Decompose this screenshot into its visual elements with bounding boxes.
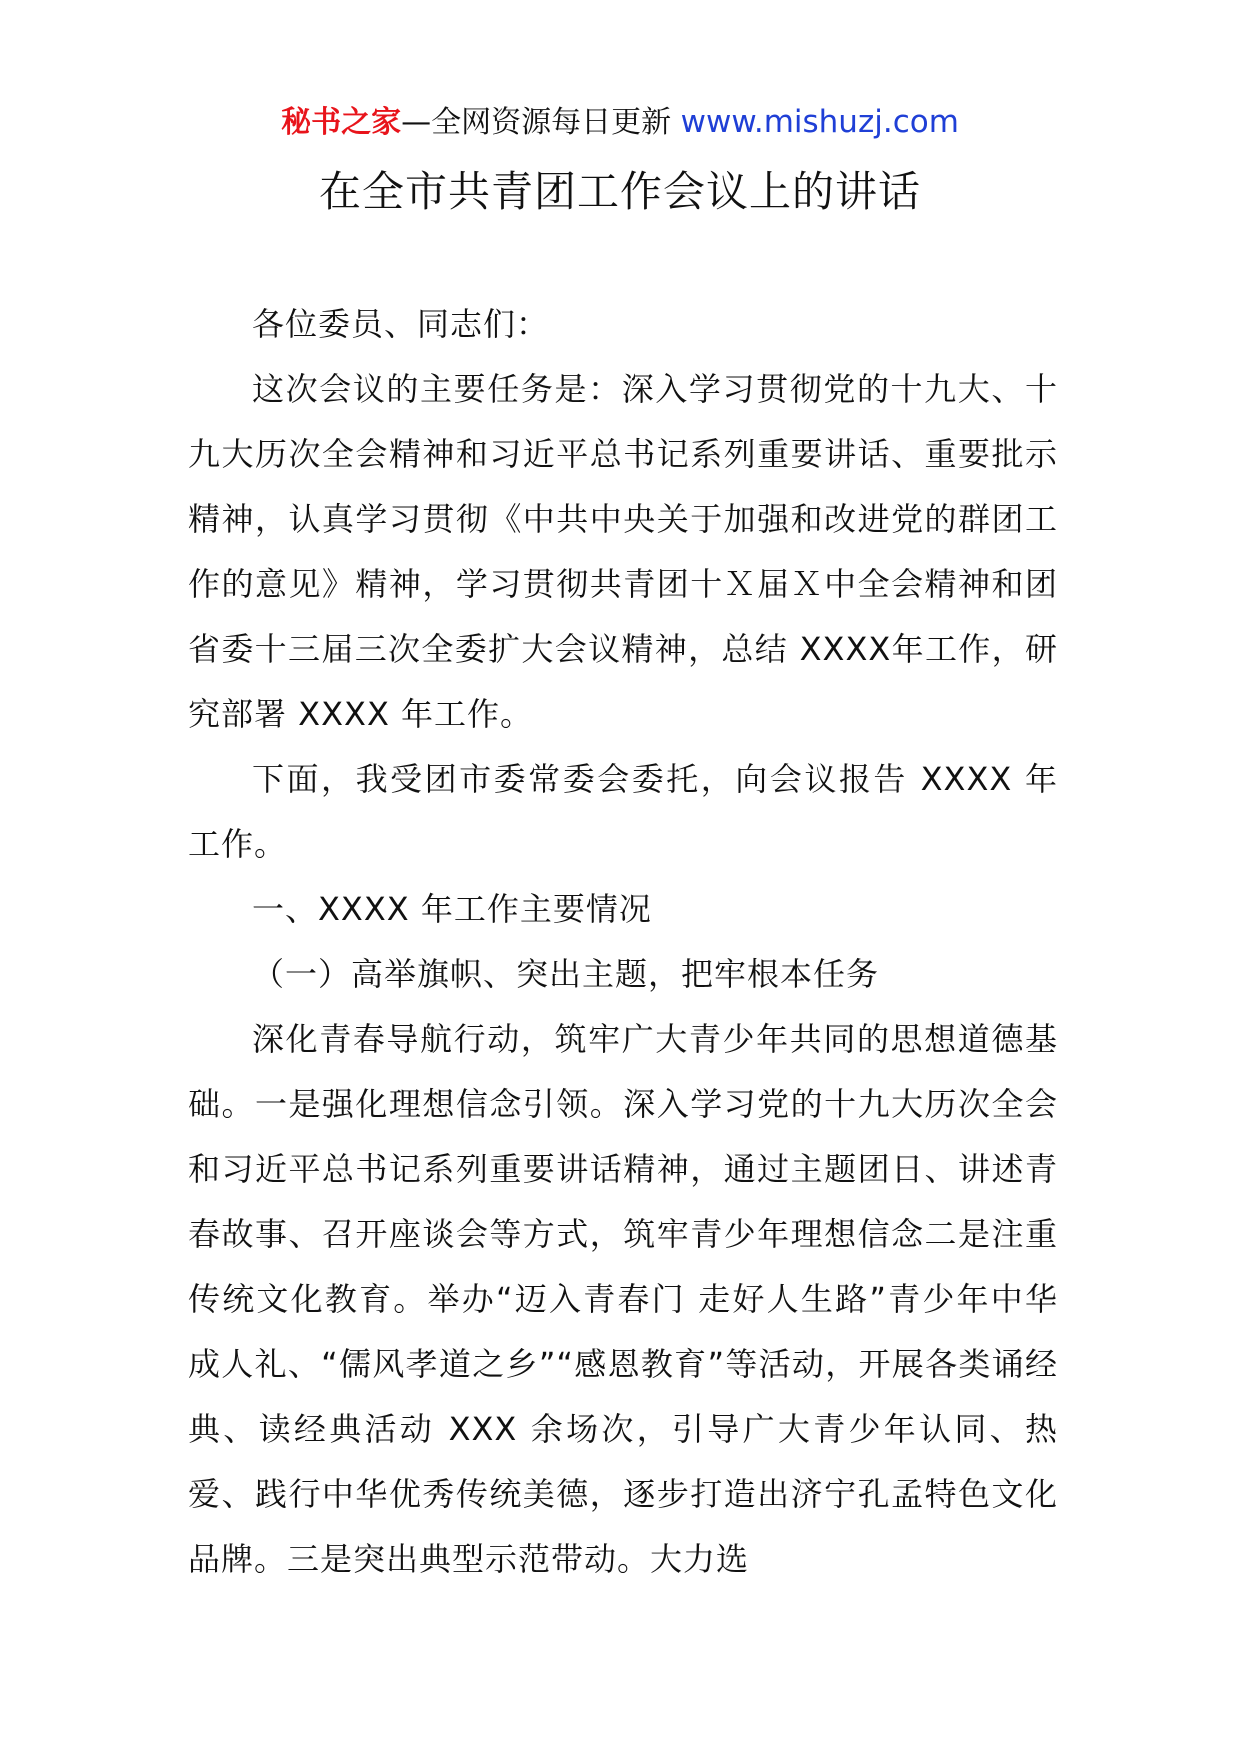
salutation: 各位委员、同志们：: [252, 305, 550, 343]
subsection-heading-1: （一）高举旗帜、突出主题，把牢根本任务: [252, 955, 880, 993]
paragraph-meeting-tasks: 这次会议的主要任务是：深入学习贯彻党的十九大、十九大历次全会精神和习近平总书记系列重要讲话、重要批示精神，认真学习贯彻《中共中央关于加强和改进党的群团工作的意见》精神，学习贯彻共青团十Ｘ届Ｘ中全会精神和团省委十三届三次全委扩大会议精神，总结 XXXX年工作，研究部署 XXXX 年工作。: [188, 370, 1058, 733]
document-body: [188, 292, 1058, 1592]
document-title: 在全市共青团工作会议上的讲话: [318, 167, 921, 216]
paragraph-report-intro: 下面，我受团市委常委会委托，向会议报告 XXXX 年工作。: [188, 760, 1058, 863]
section-heading-1: 一、XXXX 年工作主要情况: [252, 890, 652, 928]
site-header: [0, 100, 1240, 145]
site-url-link[interactable]: www.mishuzj.com: [680, 104, 959, 140]
site-tagline: —全网资源每日更新: [401, 105, 672, 140]
brand-name: 秘书之家: [281, 105, 402, 140]
paragraph-youth-guidance: 深化青春导航行动，筑牢广大青少年共同的思想道德基础。一是强化理想信念引领。深入学习党的十九大历次全会和习近平总书记系列重要讲话精神，通过主题团日、讲述青春故事、召开座谈会等方式，筑牢青少年理想信念二是注重传统文化教育。举办“迈入青春门 走好人生路”青少年中华成人礼、“儒风孝道之乡”“感恩教育”等活动，开展各类诵经典、读经典活动 XXX 余场次，引导广大青少年认同、热爱、践行中华优秀传统美德，逐步打造出济宁孔孟特色文化品牌。三是突出典型示范带动。大力选: [188, 1020, 1058, 1578]
